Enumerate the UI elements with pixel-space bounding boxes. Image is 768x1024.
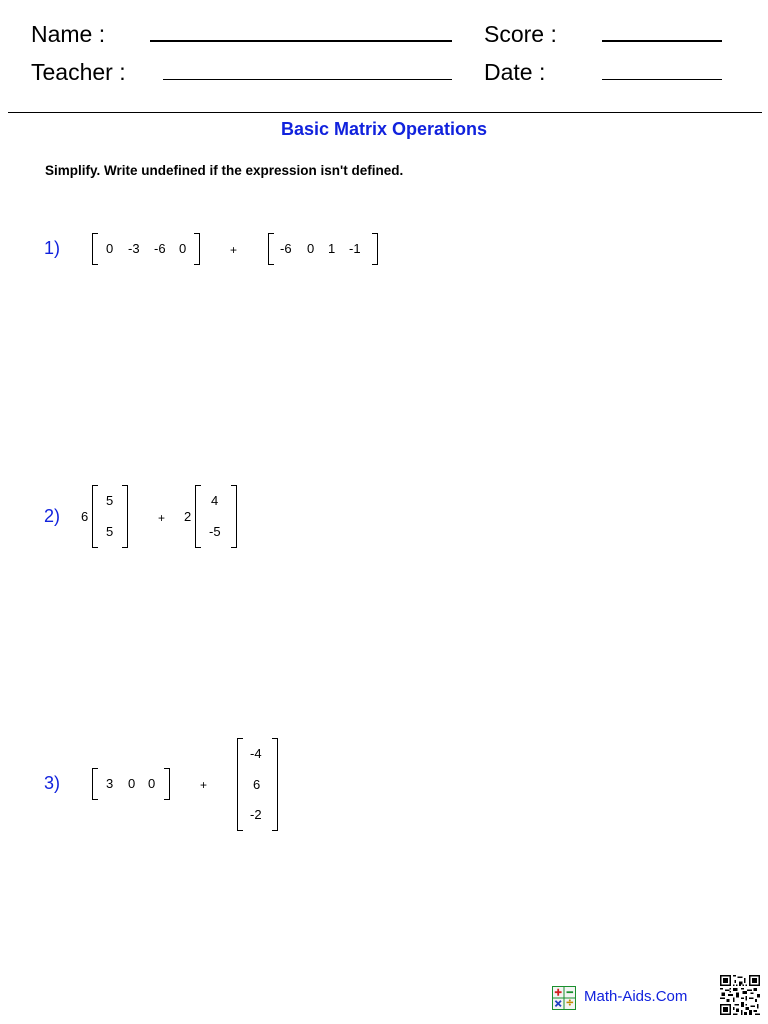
matrix-cell: -6 bbox=[154, 241, 166, 256]
operator: + bbox=[200, 778, 208, 792]
matrix-cell: 0 bbox=[179, 241, 187, 256]
problem-number: 1) bbox=[44, 238, 61, 258]
matrix-cell: -2 bbox=[250, 807, 262, 822]
matrix-cell: 5 bbox=[106, 524, 114, 539]
matrix-cell: -4 bbox=[250, 746, 262, 761]
matrix-cell: 5 bbox=[106, 493, 114, 508]
right-matrix bbox=[268, 233, 378, 265]
math-aids-logo-icon[interactable] bbox=[552, 986, 576, 1010]
left-bracket bbox=[92, 233, 98, 265]
left-bracket bbox=[268, 233, 274, 265]
left-matrix bbox=[92, 233, 200, 265]
problem-number: 2) bbox=[44, 506, 61, 526]
header-divider bbox=[8, 112, 762, 113]
score-line bbox=[602, 40, 722, 42]
right-bracket bbox=[194, 233, 200, 265]
left-bracket bbox=[92, 485, 98, 548]
teacher-line bbox=[163, 79, 452, 80]
matrix-cell: 1 bbox=[328, 241, 336, 256]
matrix-cell: 0 bbox=[128, 776, 136, 791]
matrix-cell: 6 bbox=[253, 777, 261, 792]
operator: + bbox=[158, 511, 166, 525]
matrix-cell: 0 bbox=[148, 776, 156, 791]
date-line bbox=[602, 79, 722, 80]
right-bracket bbox=[164, 768, 170, 800]
matrix-cell: -1 bbox=[349, 241, 361, 256]
date-label: Date : bbox=[484, 59, 546, 85]
name-line bbox=[150, 40, 452, 42]
left-matrix bbox=[92, 768, 170, 800]
teacher-label: Teacher : bbox=[31, 59, 126, 85]
matrix-cell: 4 bbox=[211, 493, 219, 508]
qr-code-icon bbox=[720, 975, 760, 1015]
operator: + bbox=[230, 243, 238, 257]
left-bracket bbox=[92, 768, 98, 800]
matrix-cell: -3 bbox=[128, 241, 140, 256]
scalar: 2 bbox=[184, 509, 192, 524]
left-matrix bbox=[92, 485, 128, 548]
matrix-cell: 0 bbox=[106, 241, 114, 256]
matrix-cell: 0 bbox=[307, 241, 315, 256]
worksheet-title: Basic Matrix Operations bbox=[280, 119, 488, 139]
matrix-cell: 3 bbox=[106, 776, 114, 791]
scalar: 6 bbox=[81, 509, 89, 524]
score-label: Score : bbox=[484, 21, 557, 47]
name-label: Name : bbox=[31, 21, 106, 47]
right-bracket bbox=[122, 485, 128, 548]
problem-number: 3) bbox=[44, 773, 61, 793]
matrix-cell: -6 bbox=[280, 241, 292, 256]
right-matrix bbox=[195, 485, 237, 548]
left-bracket bbox=[237, 738, 243, 831]
left-bracket bbox=[195, 485, 201, 548]
right-bracket bbox=[372, 233, 378, 265]
right-bracket bbox=[272, 738, 278, 831]
right-matrix bbox=[237, 738, 278, 831]
right-bracket bbox=[231, 485, 237, 548]
site-link[interactable]: Math-Aids.Com bbox=[584, 988, 688, 1005]
matrix-cell: -5 bbox=[209, 524, 221, 539]
instructions: Simplify. Write undefined if the expression isn't defined. bbox=[45, 163, 404, 178]
